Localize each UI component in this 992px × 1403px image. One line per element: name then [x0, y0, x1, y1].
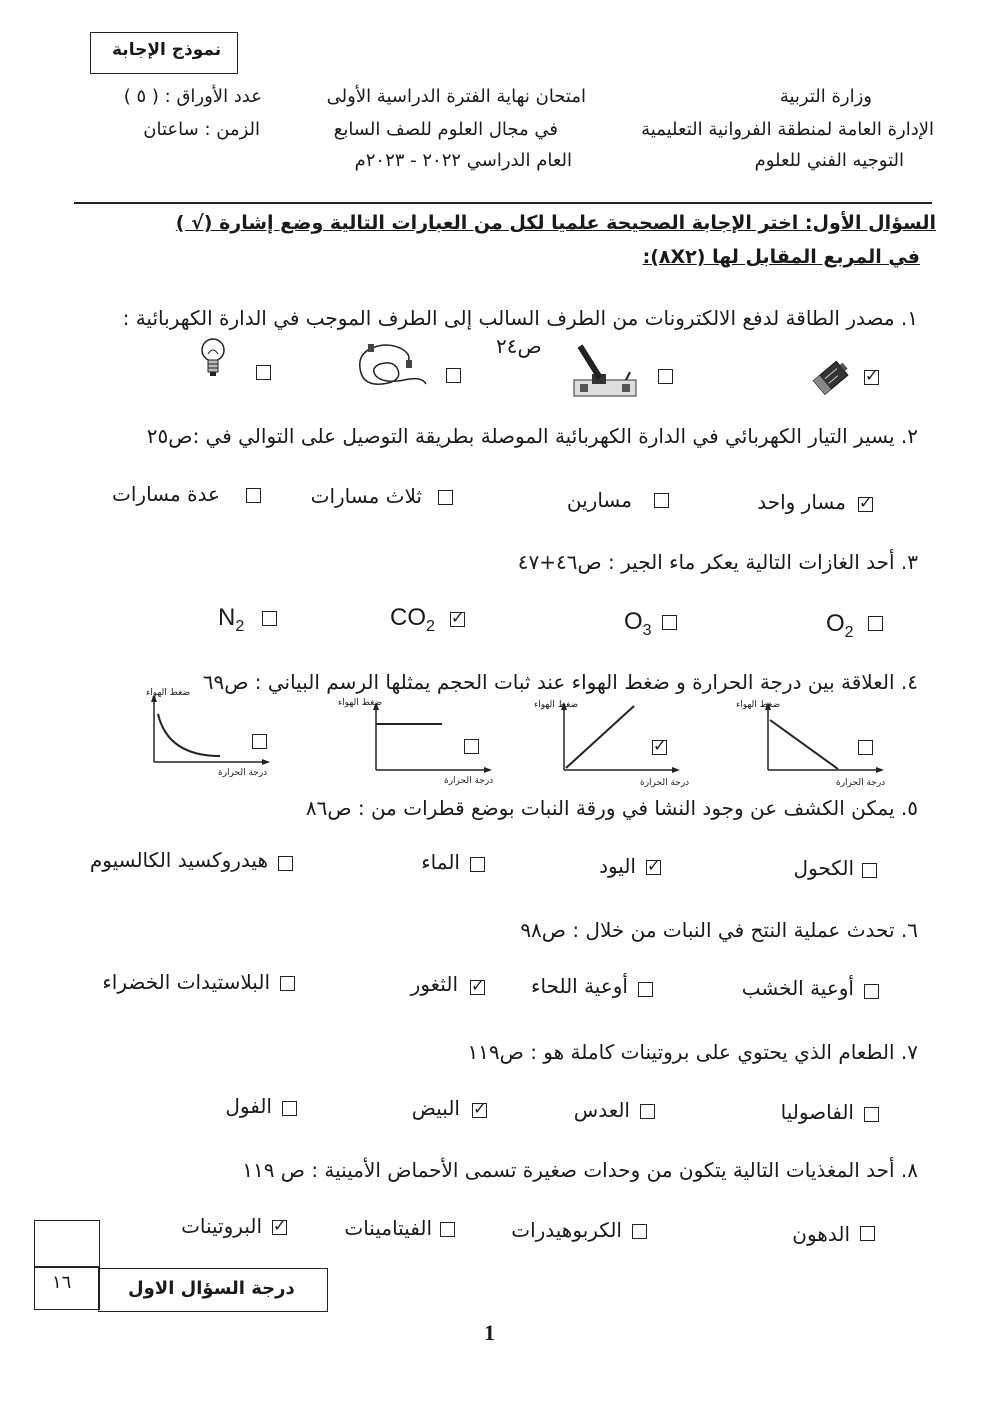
question-1-option-1-checkbox[interactable] [864, 370, 879, 385]
wire-icon [352, 340, 432, 396]
question-2-option-2: مسارين [566, 488, 632, 512]
question-3-option-3: $CO_2$ [390, 604, 435, 635]
question-5-text: ٥. يمكن الكشف عن وجود النشا في ورقة النبات بوضع قطرات من : ص٨٦ [305, 796, 918, 820]
academic-year: العام الدراسي ٢٠٢٢ - ٢٠٢٣م [354, 150, 572, 171]
score-value: ١٦ [52, 1272, 72, 1293]
question-4-option-4-checkbox[interactable] [252, 734, 267, 749]
header-divider [74, 202, 932, 204]
question-5-option-2: اليود [599, 854, 636, 878]
question-3-option-4-checkbox[interactable] [262, 611, 277, 626]
question-5-option-1-checkbox[interactable] [862, 863, 877, 878]
question-8-option-4-checkbox[interactable] [272, 1220, 287, 1235]
question-6-text: ٦. تحدث عملية النتح في النبات من خلال : ص٩٨ [520, 918, 918, 942]
score-label: درجة السؤال الاول [128, 1278, 295, 1299]
question-1-option-3-checkbox[interactable] [446, 368, 461, 383]
question-4-option-2-checkbox[interactable] [652, 740, 667, 755]
exam-duration: الزمن : ساعتان [143, 119, 260, 140]
question-2-option-1-checkbox[interactable] [858, 497, 873, 512]
score-box [34, 1220, 100, 1310]
battery-icon [808, 354, 856, 406]
section-title: السؤال الأول: اختر الإجابة الصحيحة علميا لكل من العبارات التالية وضع إشارة (√ ) [175, 212, 936, 234]
exam-title: امتحان نهاية الفترة الدراسية الأولى [326, 86, 586, 107]
section-subtitle: في المربع المقابل لها (٨X٢): [642, 246, 920, 268]
question-8-option-1: الدهون [792, 1222, 850, 1246]
question-6-option-4: البلاستيدات الخضراء [102, 970, 270, 994]
question-6-option-1: أوعية الخشب [741, 976, 854, 1000]
question-2-option-4: عدة مسارات [112, 482, 220, 506]
question-5-option-4: هيدروكسيد الكالسيوم [89, 848, 268, 872]
question-6-option-3: الثغور [410, 972, 458, 996]
graph-2-x-label: درجة الحرارة [640, 778, 690, 788]
directorate-name: الإدارة العامة لمنطقة الفروانية التعليمية [641, 119, 934, 140]
question-2-text: ٢. يسير التيار الكهربائي في الدارة الكهربائية الموصلة بطريقة التوصيل على التوالي في :ص٢٥ [146, 424, 918, 448]
question-3-option-2-checkbox[interactable] [662, 615, 677, 630]
switch-icon [570, 340, 640, 404]
question-1-text: ١. مصدر الطاقة لدفع الالكترونات من الطرف السالب إلى الطرف الموجب في الدارة الكهربائية : [122, 306, 918, 330]
question-4-option-3-checkbox[interactable] [464, 739, 479, 754]
question-6-option-1-checkbox[interactable] [864, 984, 879, 999]
question-5-option-1: الكحول [793, 856, 854, 880]
question-8-option-2: الكربوهيدرات [511, 1218, 622, 1242]
question-5-option-3: الماء [421, 850, 460, 874]
question-7-option-4-checkbox[interactable] [282, 1101, 297, 1116]
question-7-option-4: الفول [225, 1094, 272, 1118]
question-7-text: ٧. الطعام الذي يحتوي على بروتينات كاملة هو : ص١١٩ [467, 1040, 918, 1064]
question-5-option-4-checkbox[interactable] [278, 856, 293, 871]
question-1-option-4-checkbox[interactable] [256, 365, 271, 380]
question-2-option-3-checkbox[interactable] [438, 490, 453, 505]
answer-key-label: نموذج الإجابة [112, 40, 222, 60]
page-number: 1 [484, 1320, 495, 1345]
question-3-option-1-checkbox[interactable] [868, 616, 883, 631]
exam-subject: في مجال العلوم للصف السابع [333, 119, 558, 140]
question-6-option-4-checkbox[interactable] [280, 976, 295, 991]
question-3-option-4: $N_2$ [218, 604, 245, 635]
question-2-option-1: مسار واحد [757, 490, 846, 514]
pages-count: عدد الأوراق : ( ٥ ) [123, 86, 262, 107]
question-7-option-1-checkbox[interactable] [864, 1107, 879, 1122]
question-5-option-2-checkbox[interactable] [646, 860, 661, 875]
graph-3-y-label: ضغط الهواء [338, 698, 383, 708]
question-2-option-3: ثلاث مسارات [310, 484, 422, 508]
graph-3-x-label: درجة الحرارة [444, 776, 494, 786]
ministry-name: وزارة التربية [779, 86, 872, 107]
question-3-option-3-checkbox[interactable] [450, 612, 465, 627]
question-3-option-1: $O_2$ [826, 610, 854, 641]
question-3-text: ٣. أحد الغازات التالية يعكر ماء الجير : ص٤٦+٤٧ [517, 550, 918, 574]
question-8-option-2-checkbox[interactable] [632, 1224, 647, 1239]
question-7-option-3: البيض [411, 1096, 460, 1120]
graph-4 [146, 692, 274, 774]
bulb-icon [198, 336, 228, 386]
question-4-option-1-checkbox[interactable] [858, 740, 873, 755]
graph-4-y-label: ضغط الهواء [146, 688, 191, 698]
graph-1-y-label: ضغط الهواء [736, 700, 781, 710]
question-8-option-3: الفيتامينات [344, 1216, 432, 1240]
question-3-option-2: $O_3$ [624, 608, 652, 639]
question-2-option-2-checkbox[interactable] [654, 493, 669, 508]
question-7-option-3-checkbox[interactable] [472, 1103, 487, 1118]
question-5-option-3-checkbox[interactable] [470, 857, 485, 872]
question-6-option-2: أوعية اللحاء [531, 974, 628, 998]
question-7-option-1: الفاصوليا [780, 1100, 854, 1124]
question-4-text: ٤. العلاقة بين درجة الحرارة و ضغط الهواء عند ثبات الحجم يمثلها الرسم البياني : ص٦٩ [202, 670, 918, 694]
graph-4-x-label: درجة الحرارة [218, 768, 268, 778]
question-7-option-2-checkbox[interactable] [640, 1104, 655, 1119]
science-supervision: التوجيه الفني للعلوم [754, 150, 904, 171]
question-8-option-1-checkbox[interactable] [860, 1226, 875, 1241]
graph-2-y-label: ضغط الهواء [534, 700, 579, 710]
question-2-option-4-checkbox[interactable] [246, 488, 261, 503]
graph-1-x-label: درجة الحرارة [836, 778, 886, 788]
question-8-option-4: البروتينات [181, 1214, 262, 1238]
question-8-option-3-checkbox[interactable] [440, 1222, 455, 1237]
question-6-option-2-checkbox[interactable] [638, 982, 653, 997]
score-box-divider [34, 1266, 100, 1268]
question-1-ref: ص٢٤ [496, 334, 542, 358]
question-8-text: ٨. أحد المغذيات التالية يتكون من وحدات صغيرة تسمى الأحماض الأمينية : ص ١١٩ [242, 1158, 918, 1182]
question-6-option-3-checkbox[interactable] [470, 980, 485, 995]
question-7-option-2: العدس [573, 1098, 630, 1122]
question-1-option-2-checkbox[interactable] [658, 369, 673, 384]
